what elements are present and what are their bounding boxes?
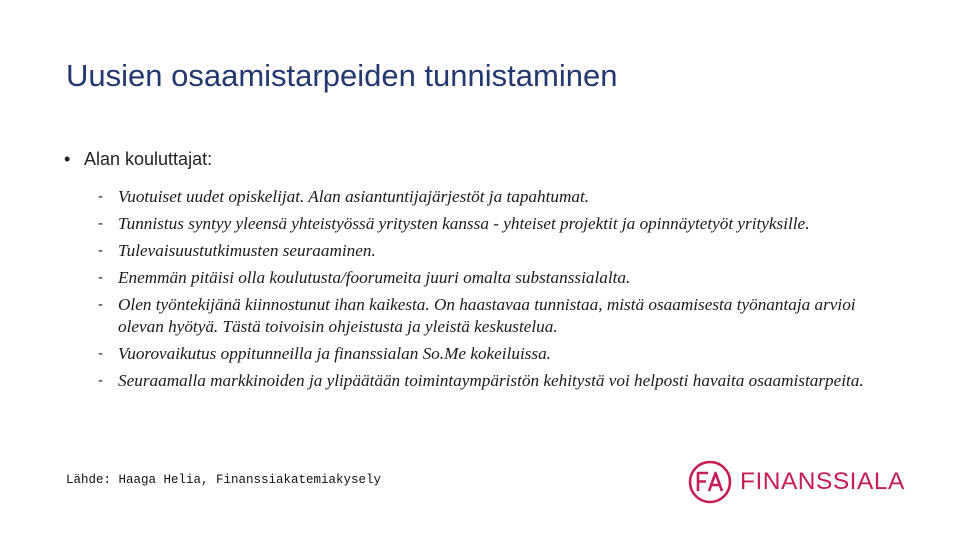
dash-marker: - — [98, 372, 103, 389]
list-item-text: Tulevaisuustutkimusten seuraaminen. — [118, 241, 376, 260]
list-item — [98, 186, 888, 208]
list-item — [98, 213, 888, 235]
list-item-text: Vuotuiset uudet opiskelijat. Alan asiantuntijajärjestöt ja tapahtumat. — [118, 187, 590, 206]
dash-marker: - — [98, 242, 103, 259]
list-item — [98, 240, 888, 262]
list-item — [98, 267, 888, 289]
bullet-text: Alan kouluttajat: — [84, 149, 213, 169]
list-item-text: Olen työntekijänä kiinnostunut ihan kaikesta. On haastavaa tunnistaa, mistä osaamisesta työnantaja arvioi olevan hyötyä. Tästä toivoisin ohjeistusta ja yleistä keskustelua. — [118, 295, 856, 336]
page-title: Uusien osaamistarpeiden tunnistaminen — [66, 58, 618, 93]
list-item — [98, 343, 888, 365]
dash-marker: - — [98, 269, 103, 286]
list-item-text: Vuorovaikutus oppitunneilla ja finanssialan So.Me kokeiluissa. — [118, 344, 551, 363]
list-item — [98, 370, 888, 392]
logo-text: FINANSSIALA — [740, 468, 905, 495]
bullet-marker: • — [64, 149, 71, 169]
sub-list — [98, 186, 888, 397]
list-item — [98, 294, 888, 338]
list-item-text: Tunnistus syntyy yleensä yhteistyössä yritysten kanssa - yhteiset projektit ja opinnäytetyöt yrityksille. — [118, 214, 810, 233]
fa-monogram-icon — [688, 460, 732, 504]
list-item-text: Seuraamalla markkinoiden ja ylipäätään toimintaympäristön kehitystä voi helposti havaita osaamistarpeita. — [118, 371, 864, 390]
dash-marker: - — [98, 345, 103, 362]
finanssiala-logo — [688, 460, 905, 504]
dash-marker: - — [98, 296, 103, 313]
bullet-heading — [64, 149, 212, 170]
dash-marker: - — [98, 215, 103, 232]
dash-marker: - — [98, 188, 103, 205]
source-note: Lähde: Haaga Helia, Finanssiakatemiakysely — [66, 473, 382, 487]
list-item-text: Enemmän pitäisi olla koulutusta/foorumeita juuri omalta substanssialalta. — [118, 268, 631, 287]
